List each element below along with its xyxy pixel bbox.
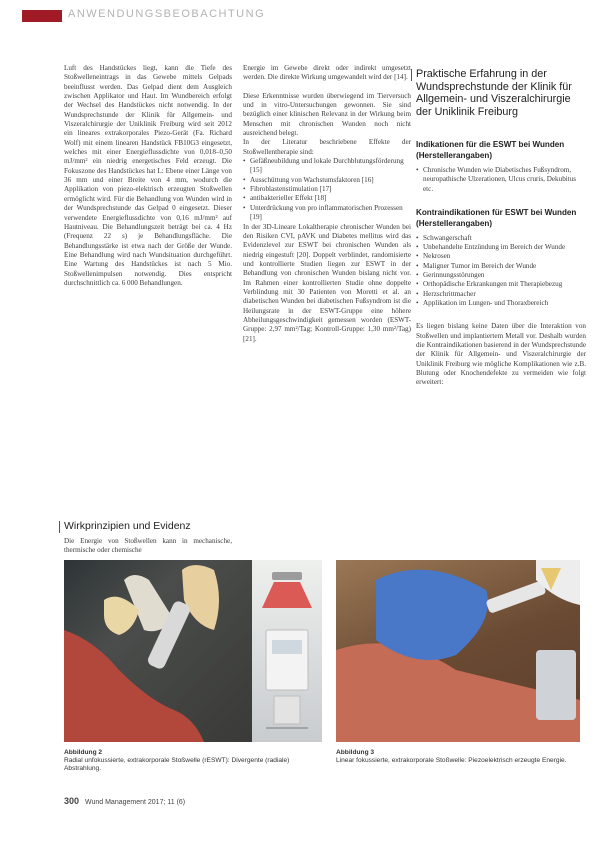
figure-2-caption (64, 749, 314, 773)
list-item: • antibakterieller Effekt [18] (243, 194, 411, 203)
hand-treatment-illustration (336, 560, 580, 742)
section-title-wirkprinzipien: Wirkprinzipien und Evidenz (64, 520, 191, 532)
list-item: • Fibroblastenstimulation [17] (243, 185, 411, 194)
indications-list (416, 166, 586, 194)
column-3 (416, 68, 586, 388)
column-2-paragraph-1: Energie im Gewebe direkt oder indirekt umgesetzt werden. Die direkte Wirkung umgewandelt wird der [14]. (243, 64, 411, 82)
column-3-paragraph: Es liegen bislang keine Daten über die Interaktion von Stoßwellen und implantiertem Metall vor. Deshalb wurden die Kontraindikationen basierend in der Wundsprechstunde der Klinik für Allgemein- und Viszeralchirurgie der Uniklinik Freiburg wie mögliche Komplikationen wie z.B. Blutung oder Knochendefekte zu vermeiden wie folgt erweitert: (416, 322, 586, 387)
figure-3-text: Linear fokussierte, extrakorporale Stoßwelle: Piezoelektrisch erzeugte Energie. (336, 757, 567, 764)
figure-2-label: Abbildung 2 (64, 749, 103, 756)
list-item: • Nekrosen (416, 252, 586, 261)
wirkprinzipien-paragraph: Die Energie von Stoßwellen kann in mechanische, thermische oder chemische (64, 537, 232, 555)
contraindications-heading: Kontraindikationen für ESWT bei Wunden (Herstellerangaben) (416, 208, 577, 228)
list-item: • Orthopädische Erkrankungen mit Therapiebezug (416, 280, 586, 289)
shockwave-device-illustration (252, 560, 322, 742)
list-item: • Chronische Wunden wie Diabetisches Fußsyndrom, neuropathische Ulzerationen, Ulcus cruris, Dekubitus etc. (416, 166, 586, 194)
indications-heading: Indikationen für die ESWT bei Wunden (Herstellerangaben) (416, 140, 565, 161)
figure-3-photo (336, 560, 580, 742)
figure-3-label: Abbildung 3 (336, 749, 375, 756)
list-item: • Gerinnungsstörungen (416, 271, 586, 280)
effects-list (243, 157, 411, 222)
section-title-praktische-erfahrung: Praktische Erfahrung in der Wundsprechstunde der Klinik für Allgemein- und Viszeralchirurgie der Uniklinik Freiburg (416, 68, 586, 118)
header-accent-bar (22, 10, 62, 22)
page-number: 300 (64, 796, 80, 806)
leg-treatment-illustration (64, 560, 252, 742)
figure-3-caption (336, 749, 586, 765)
figure-2-photo (64, 560, 252, 742)
contraindications-list (416, 234, 586, 309)
column-2 (243, 64, 411, 344)
column-2-paragraph-2: Diese Erkenntnisse wurden überwiegend im Tierversuch und in vitro-Untersuchungen gewonnen. Sie sind bezüglich einer klinischen Relevanz in der Wirkung beim Menschen mit chronischen Wunden noch nicht ausreichend belegt. (243, 91, 411, 138)
column-1 (64, 64, 232, 288)
column-1-section-body (64, 537, 232, 556)
list-item: • Ausschüttung von Wachstumsfaktoren [16] (243, 176, 411, 185)
column-2-paragraph-4: In der 3D-Lineare Lokaltherapie chronischer Wunden bei den Risiken CVI, pAVK und Diabetes mellitus wird das Evidenzlevel zur ESWT bei chronischen Wunden als niedrig eingestuft [20]. Doppelt verblindet, randomisierte und kontrollierte Studien liegen zur ESWT in der Behandlung von chronischen Wunden bislang nicht vor. Im Rahmen einer kontrollierten Studie ohne doppelte Verblindung mit 30 Patienten von Moretti et al. an diabetischen Wunden bei diabetischen Fußsyndrom ist die Heilungsrate in der ESWT-Gruppe eine höhere Abheilungsgeschwindigkeit gemessen worden (ESWT-Gruppe: 2,97 mm²/Tag; Kontroll-Gruppe: 1,30 mm²/Tag) [21]. (243, 222, 411, 343)
journal-name: Wund Management 2017; 11 (6) (84, 799, 186, 806)
list-item: • Applikation im Lungen- und Thoraxbereich (416, 299, 586, 308)
column-1-paragraph: Luft des Handstückes liegt, kann die Tiefe des Stoßwelleneintrags in das Gewebe mittels Gelpads beeinflusst werden. Das Gelpad dient dem Ausgleich zwischen Applikator und Haut. Im Wundbereich erfolgt der Wechsel des Handstückes nicht notwendig. In der Wundsprechstunde der Klinik für Allgemein- und Viszeralchirurgie der Uniklinik Freiburg wird seit 2012 ein lineares extrakorporales Piezo-Gerät (Fa. Richard Wolf) mit einem linearen Handstück FB10G3 eingesetzt, welches mit einer Energieflussdichte von 0,018–0,50 mJ/mm² ein niedrig energetisches Feld erzeugt. Die Fokuszone des Handstückes hat L: Ebene einer Länge von 36 mm und einer Breite von 4 mm, wodurch die Applikation von piezo-elektrisch erzeugten Stoßwellen ermöglicht wird. Für die Behandlung von Wunden wird in der Wundsprechstunde das Gelpad 0 eingesetzt. Dieser verwendete Energieflussdichte von 0,16 mJ/mm² auf Hautniveau. Die Behandlungszeit beträgt bei ca. 4 Hz (Frequenz 22 s) je Behandlungsfläche. Die Behandlungsstärke ist etwa nach der Größe der Wunde. Eine Behandlung wird nach Wundsituation durchgeführt. Eine Wartung des Handstückes ist nach 5 Mio. Stoßwellenimpulsen notwendig. Dies entspricht durchschnittlich ca. 6 000 Behandlungen. (64, 64, 232, 287)
list-item: • Schwangerschaft (416, 234, 586, 243)
figure-2-device (252, 560, 322, 742)
list-item: • Maligner Tumor im Bereich der Wunde (416, 262, 586, 271)
page-header (0, 0, 611, 26)
list-item: • Gefäßneubildung und lokale Durchblutungsförderung [15] (243, 157, 411, 176)
list-item: • Herzschrittmacher (416, 290, 586, 299)
list-item: • Unbehandelte Entzündung im Bereich der Wunde (416, 243, 586, 252)
page-footer (64, 796, 185, 806)
section-label: ANWENDUNGSBEOBACHTUNG (68, 8, 266, 20)
figure-2-text: Radial unfokussierte, extrakorporale Stoßwelle (rESWT): Divergente (radiale) Abstrahlung. (64, 757, 290, 772)
column-2-paragraph-3: In der Literatur beschriebene Effekte der Stoßwellentherapie sind: (243, 138, 411, 156)
list-item: • Unterdrückung von pro inflammatorischen Prozessen [19] (243, 204, 411, 223)
